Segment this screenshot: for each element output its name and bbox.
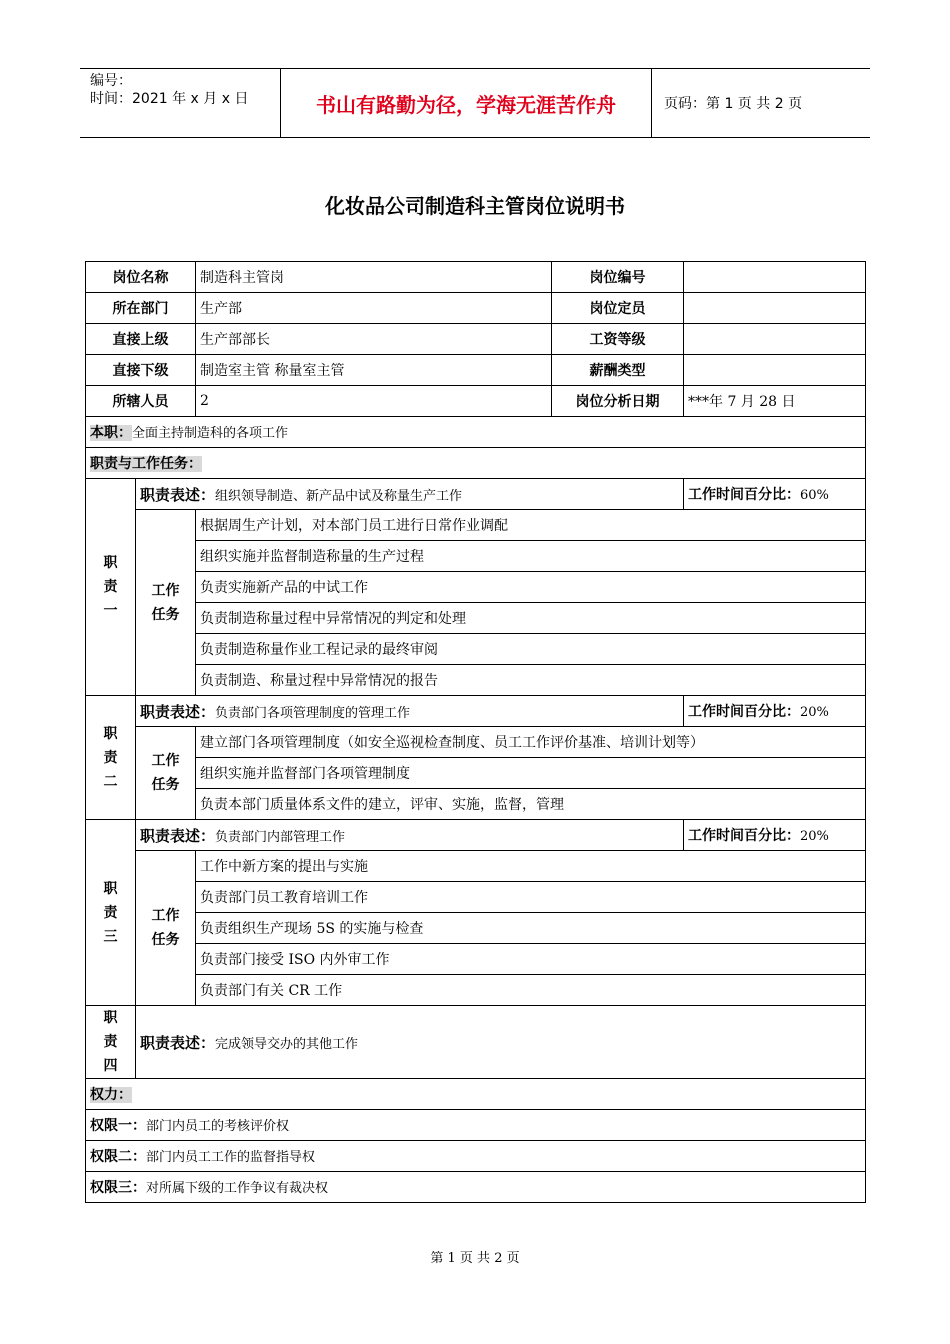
department-value: 生产部 xyxy=(196,293,552,324)
number-label: 编号： xyxy=(90,73,132,89)
task-item: 组织实施并监督部门各项管理制度 xyxy=(196,758,866,789)
task-label: 工作 任务 xyxy=(136,727,196,820)
task-label: 工作 任务 xyxy=(136,510,196,696)
header-motto: 书山有路勤为径，学海无涯苦作舟 xyxy=(281,69,652,137)
responsibility-description: 职责表述：负责部门各项管理制度的管理工作 xyxy=(136,696,684,727)
task-item: 负责制造、称量过程中异常情况的报告 xyxy=(196,665,866,696)
responsibility-name: 职 责 三 xyxy=(86,820,136,1006)
work-time-percent: 工作时间百分比：60% xyxy=(684,479,866,510)
job-description-table xyxy=(85,261,866,1203)
authority-row xyxy=(86,1141,866,1172)
responsibilities-label: 职责与工作任务： xyxy=(90,456,202,472)
responsibility-desc-row xyxy=(86,696,866,727)
task-item: 负责部门有关 CR 工作 xyxy=(196,975,866,1006)
task-item: 负责实施新产品的中试工作 xyxy=(196,572,866,603)
authority-item-text: 部门内员工工作的监督指导权 xyxy=(146,1150,316,1165)
responsibility-name: 职 责 一 xyxy=(86,479,136,696)
responsibility-desc-row xyxy=(86,1006,866,1079)
document-title: 化妆品公司制造科主管岗位说明书 xyxy=(325,194,625,218)
analysis-date-value: ***年 7 月 28 日 xyxy=(684,386,866,417)
page-footer: 第 1 页 共 2 页 xyxy=(430,1251,520,1266)
responsibility-description: 职责表述：组织领导制造、新产品中试及称量生产工作 xyxy=(136,479,684,510)
staff-label: 所辖人员 xyxy=(86,386,196,417)
task-row xyxy=(86,851,866,882)
responsibility-name: 职 责 四 xyxy=(86,1006,136,1079)
time-label: 时间：2021 年 x 月 x 日 xyxy=(90,91,249,107)
task-item: 建立部门各项管理制度（如安全巡视检查制度、员工工作评价基准、培训计划等） xyxy=(196,727,866,758)
headcount-value xyxy=(684,293,866,324)
work-time-percent: 工作时间百分比：20% xyxy=(684,820,866,851)
task-row xyxy=(86,665,866,696)
authority-row xyxy=(86,1172,866,1203)
subordinate-label: 直接下级 xyxy=(86,355,196,386)
task-row xyxy=(86,572,866,603)
responsibility-description: 职责表述：负责部门内部管理工作 xyxy=(136,820,684,851)
position-no-value xyxy=(684,262,866,293)
responsibility-description: 职责表述：完成领导交办的其他工作 xyxy=(136,1006,866,1079)
task-item: 负责本部门质量体系文件的建立，评审、实施，监督，管理 xyxy=(196,789,866,820)
work-time-percent: 工作时间百分比：20% xyxy=(684,696,866,727)
authority-header-row xyxy=(86,1079,866,1110)
task-item: 负责组织生产现场 5S 的实施与检查 xyxy=(196,913,866,944)
salary-grade-value xyxy=(684,324,866,355)
duty-label: 本职： xyxy=(90,425,132,441)
task-row xyxy=(86,634,866,665)
superior-value: 生产部部长 xyxy=(196,324,552,355)
task-item: 负责部门员工教育培训工作 xyxy=(196,882,866,913)
info-row xyxy=(86,293,866,324)
task-row xyxy=(86,541,866,572)
responsibility-desc-row xyxy=(86,820,866,851)
task-row xyxy=(86,944,866,975)
responsibilities-header-row xyxy=(86,448,866,479)
department-label: 所在部门 xyxy=(86,293,196,324)
task-item: 负责制造称量作业工程记录的最终审阅 xyxy=(196,634,866,665)
staff-value: 2 xyxy=(196,386,552,417)
task-row xyxy=(86,510,866,541)
info-row xyxy=(86,355,866,386)
task-label: 工作 任务 xyxy=(136,851,196,1006)
authority-row xyxy=(86,1110,866,1141)
info-row xyxy=(86,262,866,293)
info-row xyxy=(86,324,866,355)
task-row xyxy=(86,913,866,944)
position-no-label: 岗位编号 xyxy=(552,262,684,293)
duty-text: 全面主持制造科的各项工作 xyxy=(132,426,289,441)
pay-type-value xyxy=(684,355,866,386)
task-row xyxy=(86,758,866,789)
task-item: 负责部门接受 ISO 内外审工作 xyxy=(196,944,866,975)
header-page-label: 页码：第 1 页 共 2 页 xyxy=(664,96,803,112)
duty-row xyxy=(86,417,866,448)
responsibility-desc-row xyxy=(86,479,866,510)
task-row xyxy=(86,882,866,913)
task-row xyxy=(86,975,866,1006)
subordinate-value: 制造室主管 称量室主管 xyxy=(196,355,552,386)
task-row xyxy=(86,727,866,758)
info-row xyxy=(86,386,866,417)
authority-item-label: 权限一： xyxy=(90,1118,146,1134)
authority-label: 权力： xyxy=(90,1087,132,1103)
page-header xyxy=(80,68,870,138)
task-item: 工作中新方案的提出与实施 xyxy=(196,851,866,882)
authority-item-label: 权限三： xyxy=(90,1180,146,1196)
position-name-value: 制造科主管岗 xyxy=(196,262,552,293)
analysis-date-label: 岗位分析日期 xyxy=(552,386,684,417)
header-meta xyxy=(80,69,281,137)
authority-item-label: 权限二： xyxy=(90,1149,146,1165)
task-item: 负责制造称量过程中异常情况的判定和处理 xyxy=(196,603,866,634)
salary-grade-label: 工资等级 xyxy=(552,324,684,355)
pay-type-label: 薪酬类型 xyxy=(552,355,684,386)
authority-item-text: 部门内员工的考核评价权 xyxy=(146,1119,290,1134)
superior-label: 直接上级 xyxy=(86,324,196,355)
task-item: 组织实施并监督制造称量的生产过程 xyxy=(196,541,866,572)
task-row xyxy=(86,603,866,634)
responsibility-name: 职 责 二 xyxy=(86,696,136,820)
headcount-label: 岗位定员 xyxy=(552,293,684,324)
task-item: 根据周生产计划，对本部门员工进行日常作业调配 xyxy=(196,510,866,541)
authority-item-text: 对所属下级的工作争议有裁决权 xyxy=(146,1181,329,1196)
position-name-label: 岗位名称 xyxy=(86,262,196,293)
task-row xyxy=(86,789,866,820)
